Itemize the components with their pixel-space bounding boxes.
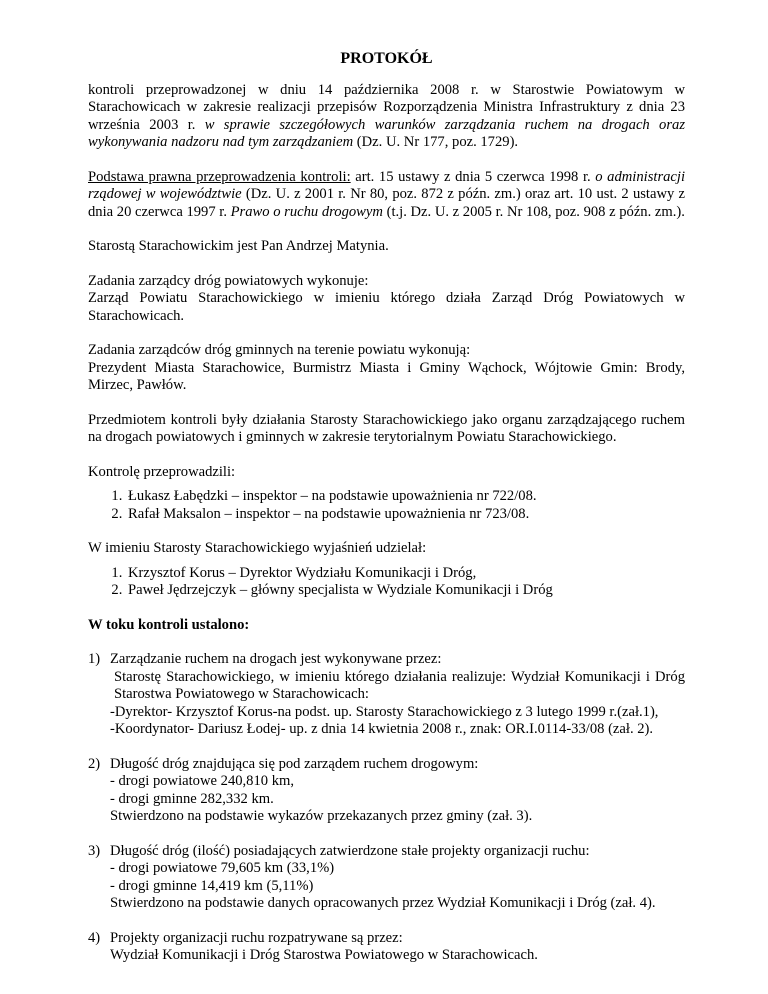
finding-line: - drogi gminne 282,332 km.: [110, 790, 274, 807]
finding-line: - drogi gminne 14,419 km (5,11%): [110, 877, 314, 894]
intro-text: kontroli przeprowadzonej w dniu 14 października 2008 r. w Starostwie Powiatowym w Starachowicach w zakresie realizacji przepisów Rozporządzenia Ministra Infrastruktury z dnia 23 września 2003 r.: [88, 81, 685, 133]
findings-list: [88, 651, 685, 965]
finding-item: [88, 651, 685, 739]
intro-paragraph: [88, 82, 685, 152]
finding-line: Starostę Starachowickiego, w imieniu którego działania realizuje: Wydział Komunikacji i Dróg Starostwa Powiatowego w Starachowicach:: [114, 668, 685, 702]
finding-line: Stwierdzono na podstawie wykazów przekazanych przez gminy (zał. 3).: [110, 808, 533, 824]
finding-number: 4): [88, 929, 101, 946]
legal-basis-label: Podstawa prawna przeprowadzenia kontroli:: [88, 168, 351, 185]
municipal-roads-line-2: Prezydent Miasta Starachowice, Burmistrz Miasta i Gminy Wąchock, Wójtowie Gmin: Brody, Mirzec, Pawłów.: [88, 359, 685, 393]
list-item: 1. Krzysztof Korus – Dyrektor Wydziału Komunikacji i Dróg,: [126, 565, 685, 583]
explanations-label: W imieniu Starosty Starachowickiego wyjaśnień udzielał:: [88, 540, 427, 556]
finding-head: Projekty organizacji ruchu rozpatrywane są przez:: [110, 929, 403, 946]
municipal-roads-line-1: Zadania zarządców dróg gminnych na terenie powiatu wykonują:: [88, 342, 471, 358]
inspectors-list: [88, 488, 685, 523]
findings-heading: W toku kontroli ustalono:: [88, 616, 250, 633]
finding-head: Długość dróg znajdująca się pod zarządem ruchem drogowym:: [110, 755, 479, 772]
list-item: 1. Łukasz Łabędzki – inspektor – na podstawie upoważnienia nr 722/08.: [126, 488, 685, 506]
legal-basis-italic-2: Prawo o ruchu drogowym: [230, 203, 383, 220]
legal-basis-text-3: (t.j. Dz. U. z 2005 r. Nr 108, poz. 908 z późn. zm.).: [382, 203, 685, 220]
finding-line: Stwierdzono na podstawie danych opracowanych przez Wydział Komunikacji i Dróg (zał. 4).: [110, 895, 656, 911]
finding-line: Wydział Komunikacji i Dróg Starostwa Powiatowego w Starachowicach.: [110, 947, 538, 963]
inspectors-label: Kontrolę przeprowadzili:: [88, 463, 236, 480]
finding-item: [88, 930, 685, 965]
list-item: 2. Rafał Maksalon – inspektor – na podstawie upoważnienia nr 723/08.: [126, 506, 685, 524]
document-title: PROTOKÓŁ: [340, 50, 433, 67]
starosta-paragraph: Starostą Starachowickim jest Pan Andrzej Matynia.: [88, 238, 389, 254]
finding-number: 2): [88, 755, 101, 772]
list-item: 2. Paweł Jędrzejczyk – główny specjalista w Wydziale Komunikacji i Dróg: [126, 582, 685, 600]
finding-line: - drogi powiatowe 79,605 km (33,1%): [110, 860, 335, 876]
explanations-list: [88, 565, 685, 600]
legal-basis-paragraph: [88, 169, 685, 222]
county-roads-paragraph: [88, 273, 685, 326]
municipal-roads-paragraph: [88, 342, 685, 395]
finding-head: Zarządzanie ruchem na drogach jest wykonywane przez:: [110, 651, 442, 667]
county-roads-line-2: Zarząd Powiatu Starachowickiego w imieniu którego działa Zarząd Dróg Powiatowych w Starachowicach.: [88, 290, 685, 324]
intro-tail: (Dz. U. Nr 177, poz. 1729).: [353, 134, 519, 150]
subject-paragraph: Przedmiotem kontroli były działania Starosty Starachowickiego jako organu zarządzającego ruchem na drogach powiatowych i gminnych w zakresie terytorialnym Powiatu Starachowickiego.: [88, 411, 685, 445]
finding-line: -Koordynator- Dariusz Łodej- up. z dnia 14 kwietnia 2008 r., znak: OR.I.0114-33/08 (zał. 2).: [110, 721, 654, 737]
legal-basis-italic-1: o administracji rządowej w województwie: [88, 168, 686, 202]
intro-italic: w sprawie szczegółowych warunków zarządzania ruchem na drogach oraz wykonywania nadzoru nad tym zarządzaniem: [88, 116, 685, 150]
finding-item: [88, 756, 685, 826]
finding-item: [88, 843, 685, 913]
finding-number: 1): [88, 651, 101, 667]
legal-basis-text-1: art. 15 ustawy z dnia 5 czerwca 1998 r.: [350, 168, 596, 185]
finding-line: -Dyrektor- Krzysztof Korus-na podst. up. Starosty Starachowickiego z 3 lutego 1999 r.(zał.1),: [110, 703, 659, 720]
finding-head: Długość dróg (ilość) posiadających zatwierdzone stałe projekty organizacji ruchu:: [110, 842, 590, 859]
county-roads-line-1: Zadania zarządcy dróg powiatowych wykonuje:: [88, 272, 369, 289]
finding-line: - drogi powiatowe 240,810 km,: [110, 773, 295, 789]
finding-number: 3): [88, 842, 101, 859]
legal-basis-text-2: (Dz. U. z 2001 r. Nr 80, poz. 872 z późn. zm.) oraz art. 10 ust. 2 ustawy z dnia 20 czerwca 1997 r.: [88, 186, 686, 220]
